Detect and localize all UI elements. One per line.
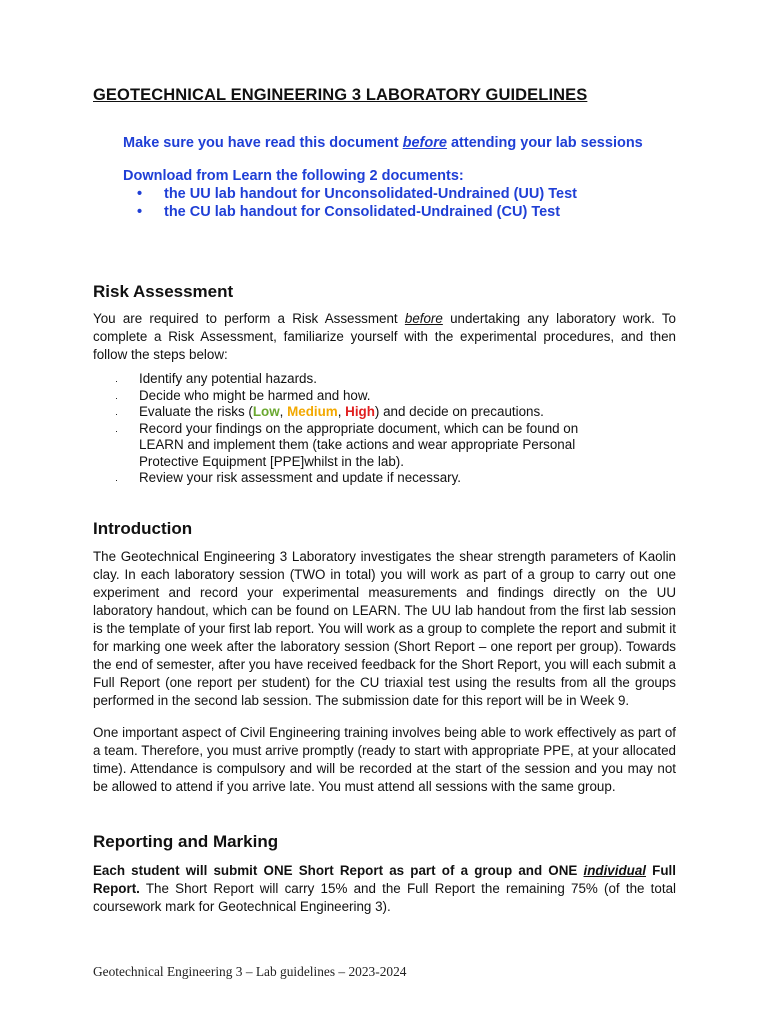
reporting-heading: Reporting and Marking — [93, 832, 279, 851]
introduction-paragraph-2: One important aspect of Civil Engineering training involves being able to work effectively as part of a team. Therefore, you must arrive promptly (ready to start with appropriate PPE, at your allocated time). Attendance is compulsory and will be recorded at the start of the session and you may not be allowed to attend if you arrive late. You must attend all sessions with the same group. — [93, 725, 676, 794]
download-instruction: Download from Learn the following 2 documents: — [123, 168, 464, 184]
notice-block — [123, 134, 643, 221]
risk-level-high: High — [345, 404, 375, 419]
list-item: ․ Identify any potential hazards. — [115, 371, 317, 386]
list-item: • the UU lab handout for Unconsolidated-Undrained (UU) Test — [137, 186, 577, 202]
introduction-heading: Introduction — [93, 519, 193, 538]
read-notice: Make sure you have read this document before attending your lab sessions — [123, 135, 643, 151]
list-item: ․ Record your findings on the appropriate document, which can be found on LEARN and implement them (take actions and wear appropriate Personal Protective Equipment [PPE]whilst in the lab). — [115, 420, 579, 469]
document-title: GEOTECHNICAL ENGINEERING 3 LABORATORY GUIDELINES — [93, 86, 588, 104]
before-emphasis: before — [402, 135, 447, 151]
list-item: ․ Evaluate the risks (Low, Medium, High) and decide on precautions. — [115, 404, 544, 419]
introduction-paragraph-1: The Geotechnical Engineering 3 Laboratory investigates the shear strength parameters of Kaolin clay. In each laboratory session (TWO in total) you will work as part of a group to carry out one experiment and record your experimental measurements and findings directly on the UU laboratory handout, which can be found on LEARN. The UU lab handout from the first lab session is the template of your first lab report. You will work as a group to complete the report and submit it for marking one week after the laboratory session (Short Report – one report per group). Towards the end of semester, after you have received feedback for the Short Report, you will each submit a Full Report (one report per student) for the CU triaxial test using the results from all the groups performed in the second lab session. The submission date for this report will be in Week 9. — [93, 549, 676, 708]
bullet-icon: • — [137, 204, 143, 220]
list-item: ․ Decide who might be harmed and how. — [115, 387, 371, 403]
risk-intro-paragraph: You are required to perform a Risk Assessment before undertaking any laboratory work. To complete a Risk Assessment, familiarize yourself with the experimental procedures, and then follow the steps below: — [93, 311, 676, 362]
risk-steps-list — [115, 371, 615, 487]
download-list — [123, 185, 643, 221]
bullet-icon: • — [137, 186, 143, 202]
risk-assessment-heading: Risk Assessment — [93, 282, 234, 301]
page-footer: Geotechnical Engineering 3 – Lab guidelines – 2023-2024 — [93, 964, 407, 979]
list-item: ․ Review your risk assessment and update if necessary. — [115, 470, 462, 485]
bullet-icon: ․ — [115, 473, 119, 483]
reporting-paragraph: Each student will submit ONE Short Report as part of a group and ONE individual Full Report. The Short Report will carry 15% and the Full Report the remaining 75% (of the total coursework mark for Geotechnical Engineering 3). — [93, 863, 676, 914]
bullet-icon: ․ — [115, 390, 119, 401]
list-item: • the CU lab handout for Consolidated-Undrained (CU) Test — [137, 204, 561, 220]
individual-emphasis: individual — [583, 863, 646, 878]
bullet-icon: ․ — [115, 374, 119, 384]
risk-level-low: Low — [252, 404, 280, 419]
bullet-icon: ․ — [115, 423, 119, 434]
risk-level-medium: Medium — [287, 404, 338, 419]
bullet-icon: ․ — [115, 407, 119, 417]
